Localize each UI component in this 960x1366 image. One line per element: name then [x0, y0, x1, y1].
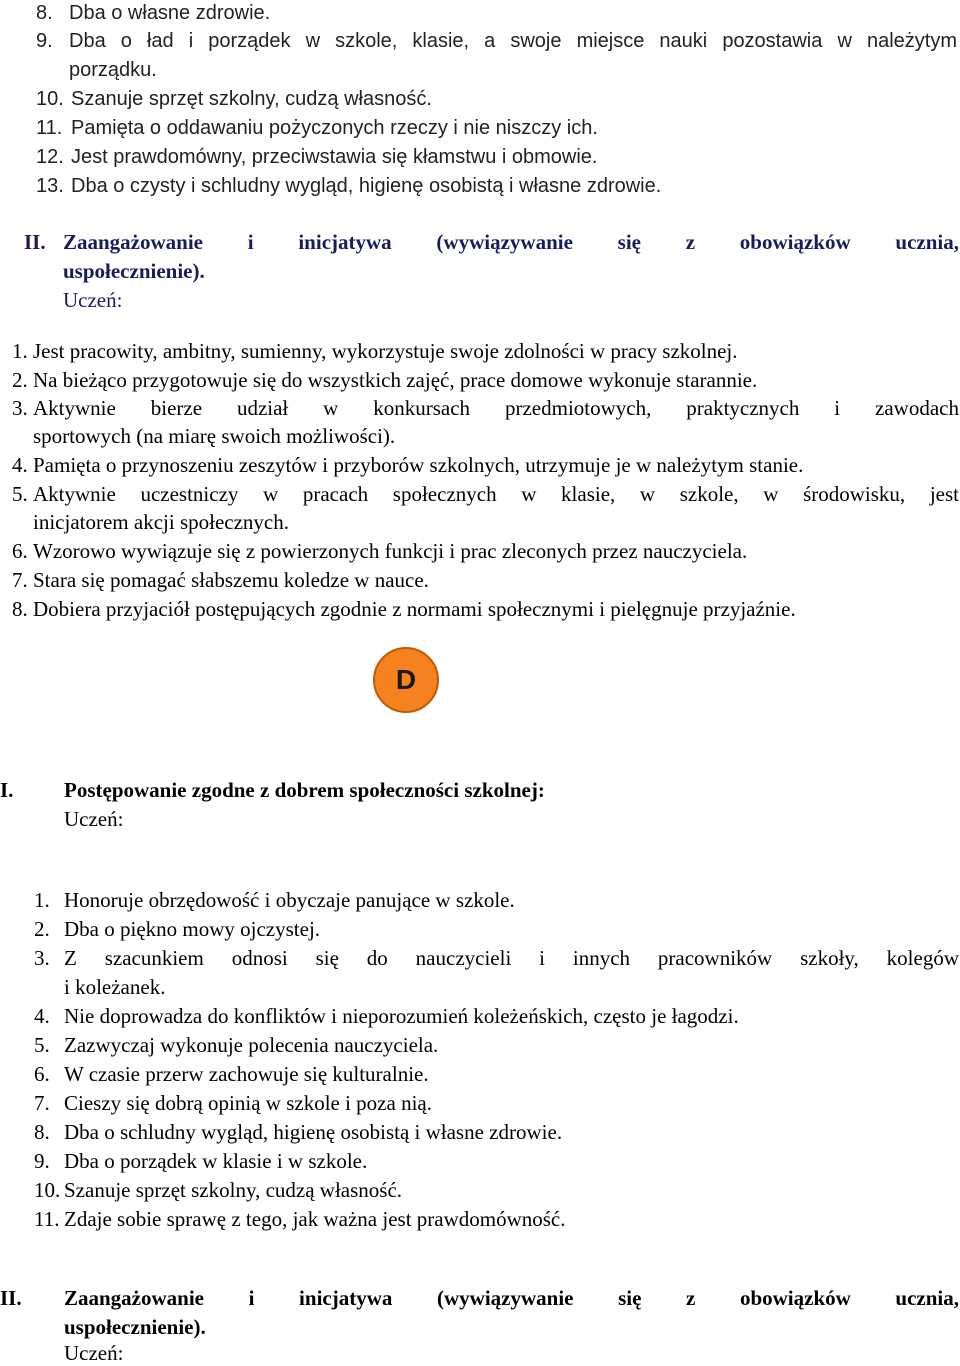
item-text: Honoruje obrzędowość i obyczaje panujące w szkole.	[64, 888, 515, 912]
item-number: 13.	[36, 175, 64, 197]
item-text: Aktywnie bierze udział w konkursach przedmiotowych, praktycznych i zawodach	[33, 396, 959, 420]
item-text: Zazwyczaj wykonuje polecenia nauczyciela.	[64, 1033, 439, 1057]
item-number: 7.	[34, 1091, 50, 1115]
item-text: Szanuje sprzęt szkolny, cudzą własność.	[64, 1178, 403, 1202]
item-number: 7.	[12, 568, 28, 592]
item-text: Dba o schludny wygląd, higienę osobistą i własne zdrowie.	[64, 1120, 563, 1144]
item-text: Pamięta o przynoszeniu zeszytów i przyborów szkolnych, utrzymuje je w należytym stanie.	[33, 453, 804, 477]
section-title: Postępowanie zgodne z dobrem społeczności szkolnej:	[64, 778, 545, 802]
item-number: 1.	[34, 888, 50, 912]
item-number: 8.	[12, 597, 28, 621]
section-number: II.	[0, 1286, 22, 1310]
item-number: 12.	[36, 146, 64, 168]
section-title: Zaangażowanie i inicjatywa (wywiązywanie się z obowiązków ucznia,	[63, 230, 959, 254]
item-text: Wzorowo wywiązuje się z powierzonych funkcji i prac zleconych przez nauczyciela.	[33, 539, 748, 563]
grade-letter: D	[395, 664, 417, 695]
item-text-continued: sportowych (na miarę swoich możliwości).	[33, 424, 396, 448]
item-number: 2.	[12, 368, 28, 392]
item-text: W czasie przerw zachowuje się kulturalnie.	[64, 1062, 429, 1086]
item-number: 11.	[36, 117, 63, 139]
item-number: 6.	[34, 1062, 50, 1086]
item-text: Dba o porządek w klasie i w szkole.	[64, 1149, 368, 1173]
item-text: Pamięta o oddawaniu pożyczonych rzeczy i nie niszczy ich.	[71, 117, 598, 139]
item-text: Na bieżąco przygotowuje się do wszystkich zajęć, prace domowe wykonuje starannie.	[33, 368, 758, 392]
item-text: Stara się pomagać słabszemu koledze w nauce.	[33, 568, 429, 592]
item-text: Nie doprowadza do konfliktów i nieporozumień koleżeńskich, często je łagodzi.	[64, 1004, 739, 1028]
item-text: Jest prawdomówny, przeciwstawia się kłamstwu i obmowie.	[71, 146, 598, 168]
item-number: 4.	[12, 453, 28, 477]
item-number: 3.	[34, 946, 50, 970]
item-text: Dba o własne zdrowie.	[69, 2, 271, 24]
item-text: Zdaje sobie sprawę z tego, jak ważna jest prawdomówność.	[64, 1207, 566, 1231]
item-text-continued: inicjatorem akcji społecznych.	[33, 510, 289, 534]
item-number: 8.	[34, 1120, 50, 1144]
item-number: 9.	[34, 1149, 50, 1173]
section-number: I.	[0, 778, 14, 802]
student-label: Uczeń:	[64, 1341, 124, 1365]
item-text: Dba o ład i porządek w szkole, klasie, a swoje miejsce nauki pozostawia w należytym	[69, 30, 957, 52]
item-number: 5.	[34, 1033, 50, 1057]
item-text: Dba o czysty i schludny wygląd, higienę osobistą i własne zdrowie.	[71, 175, 662, 197]
item-number: 5.	[12, 482, 28, 506]
item-number: 6.	[12, 539, 28, 563]
item-number: 8.	[36, 2, 53, 24]
list-item	[36, 2, 53, 25]
item-text: Z szacunkiem odnosi się do nauczycieli i innych pracowników szkoły, kolegów	[64, 946, 959, 970]
item-number: 4.	[34, 1004, 50, 1028]
section-title-continued: uspołecznienie).	[63, 259, 205, 283]
section-number: II.	[24, 230, 46, 254]
item-text-continued: porządku.	[69, 59, 157, 81]
item-number: 1.	[12, 339, 28, 363]
student-label: Uczeń:	[64, 807, 124, 831]
item-text-continued: i koleżanek.	[64, 975, 166, 999]
item-number: 9.	[36, 30, 53, 52]
item-text: Jest pracowity, ambitny, sumienny, wykorzystuje swoje zdolności w pracy szkolnej.	[33, 339, 738, 363]
student-label: Uczeń:	[63, 288, 123, 312]
item-text: Szanuje sprzęt szkolny, cudzą własność.	[71, 88, 432, 110]
item-text: Cieszy się dobrą opinią w szkole i poza nią.	[64, 1091, 432, 1115]
item-number: 3.	[12, 396, 28, 420]
item-text: Aktywnie uczestniczy w pracach społecznych w klasie, w szkole, w środowisku, jest	[33, 482, 959, 506]
item-number: 11.	[34, 1207, 60, 1231]
section-title-continued: uspołecznienie).	[64, 1315, 206, 1339]
item-number: 10.	[36, 88, 64, 110]
section-title: Zaangażowanie i inicjatywa (wywiązywanie się z obowiązków ucznia,	[64, 1286, 959, 1310]
grade-badge	[373, 647, 439, 713]
item-text: Dobiera przyjaciół postępujących zgodnie z normami społecznymi i pielęgnuje przyjaźnie.	[33, 597, 796, 621]
item-number: 10.	[34, 1178, 61, 1202]
item-text: Dba o piękno mowy ojczystej.	[64, 917, 321, 941]
item-number: 2.	[34, 917, 50, 941]
